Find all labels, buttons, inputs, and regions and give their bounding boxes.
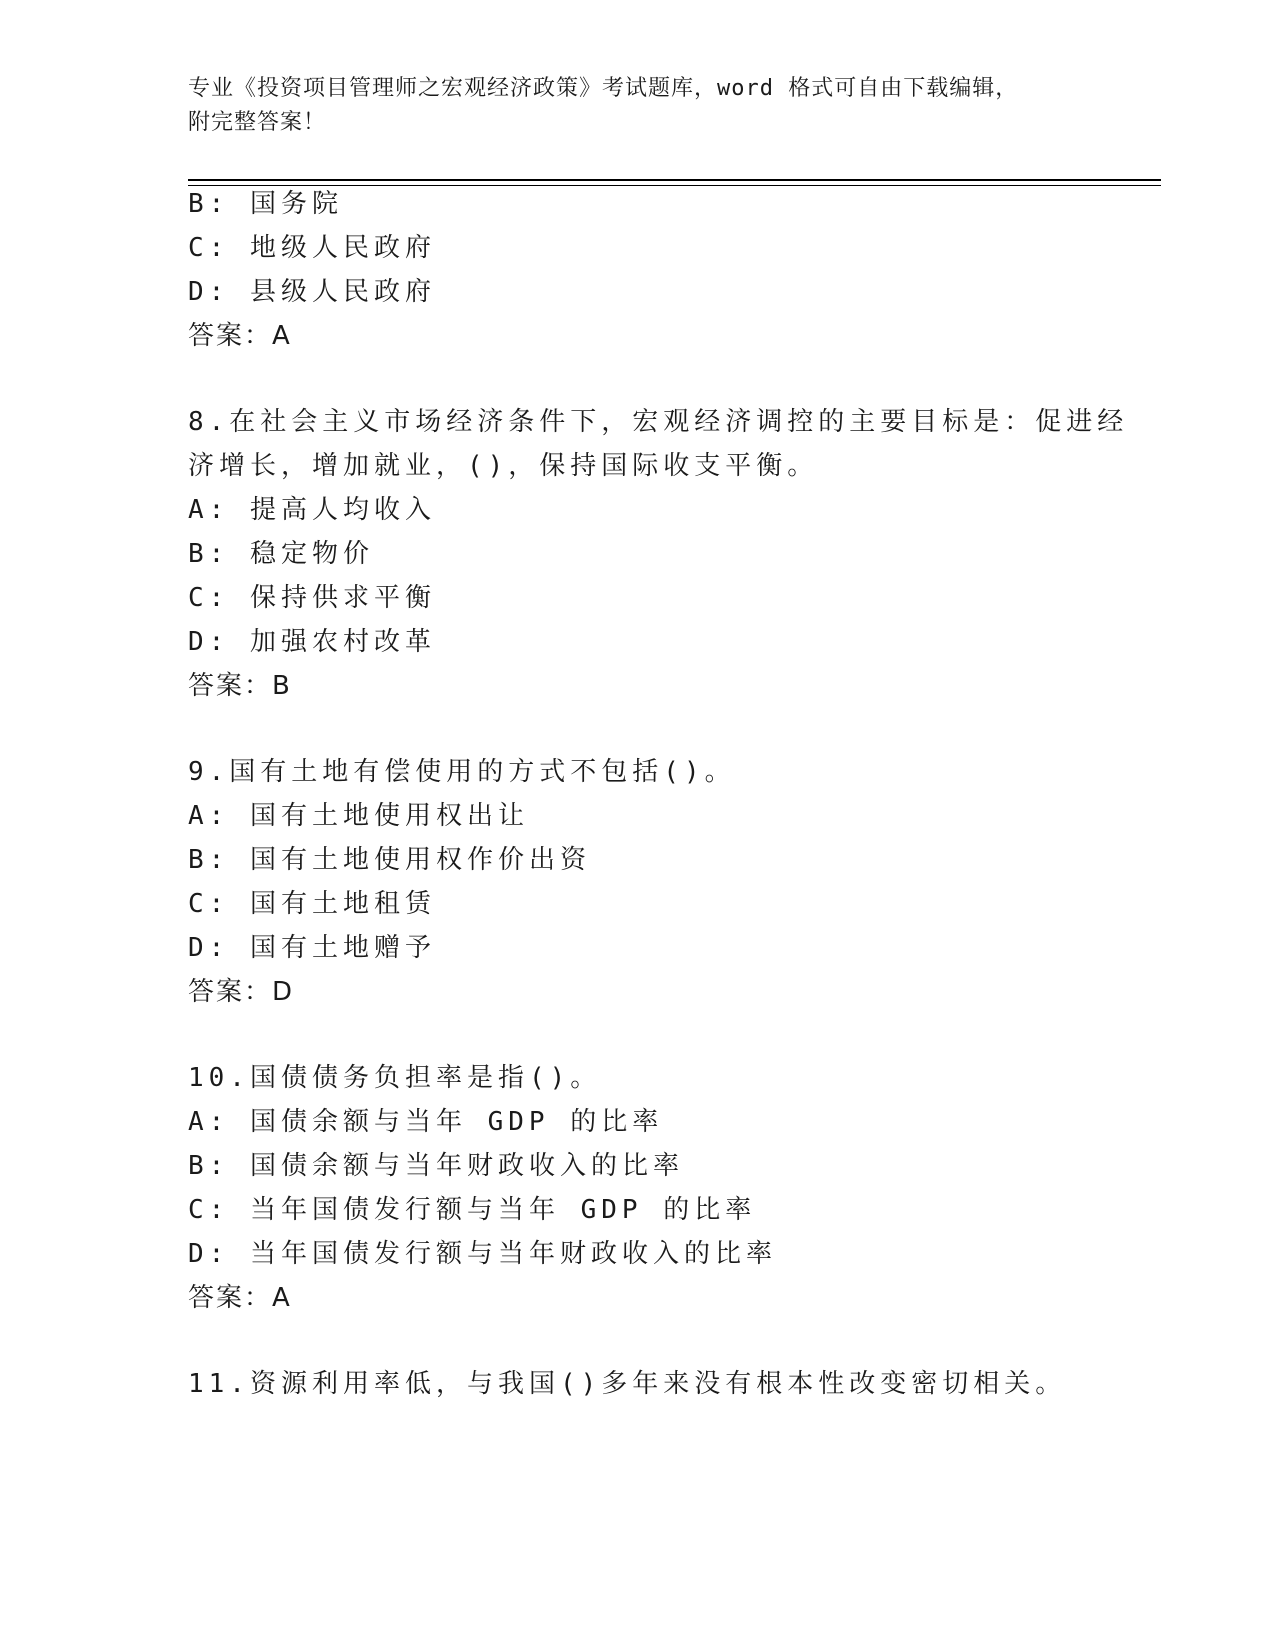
q7-option-c: C: 地级人民政府 — [188, 233, 436, 263]
q9-option-d: D: 国有土地赠予 — [188, 933, 436, 963]
q7-answer: 答案：A — [188, 321, 292, 351]
q8-option-d: D: 加强农村改革 — [188, 627, 436, 657]
q7-option-b: B: 国务院 — [188, 189, 343, 219]
q11-stem: 11.资源利用率低，与我国()多年来没有根本性改变密切相关。 — [188, 1369, 1067, 1399]
q8-option-c: C: 保持供求平衡 — [188, 583, 436, 613]
q8-stem-line-2: 济增长，增加就业，()，保持国际收支平衡。 — [188, 451, 819, 481]
document-header — [188, 72, 1088, 140]
q8-option-b: B: 稳定物价 — [188, 539, 374, 569]
q8-stem-line-1: 8.在社会主义市场经济条件下，宏观经济调控的主要目标是：促进经 — [188, 407, 1129, 437]
header-divider-thick — [188, 179, 1161, 181]
header-line-2: 附完整答案！ — [188, 110, 327, 135]
q10-option-a: A: 国债余额与当年 GDP 的比率 — [188, 1107, 664, 1137]
q10-option-d: D: 当年国债发行额与当年财政收入的比率 — [188, 1239, 777, 1269]
q7-option-d: D: 县级人民政府 — [188, 277, 436, 307]
q9-option-a: A: 国有土地使用权出让 — [188, 801, 529, 831]
header-line-1: 专业《投资项目管理师之宏观经济政策》考试题库，word 格式可自由下载编辑， — [188, 76, 1019, 101]
q9-stem: 9.国有土地有偿使用的方式不包括()。 — [188, 757, 736, 787]
q9-answer: 答案：D — [188, 977, 295, 1007]
q9-option-b: B: 国有土地使用权作价出资 — [188, 845, 591, 875]
q10-answer: 答案：A — [188, 1283, 292, 1313]
q10-option-c: C: 当年国债发行额与当年 GDP 的比率 — [188, 1195, 757, 1225]
q8-option-a: A: 提高人均收入 — [188, 495, 436, 525]
q8-answer: 答案：B — [188, 671, 292, 701]
q9-option-c: C: 国有土地租赁 — [188, 889, 436, 919]
q10-stem: 10.国债债务负担率是指()。 — [188, 1063, 602, 1093]
q10-option-b: B: 国债余额与当年财政收入的比率 — [188, 1151, 684, 1181]
